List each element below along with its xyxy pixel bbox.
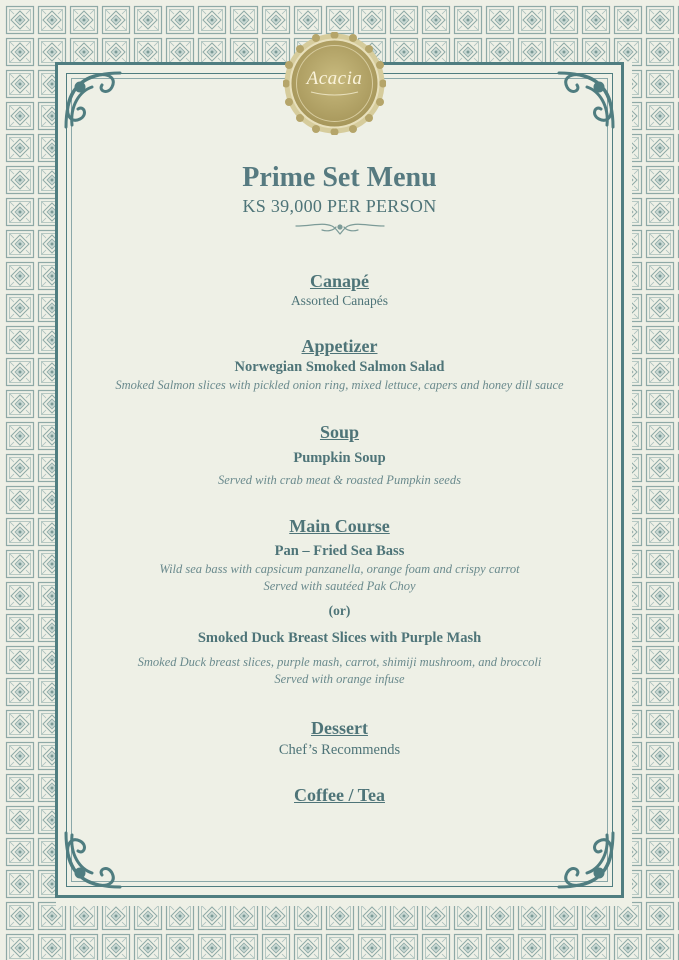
dish-description: Smoked Salmon slices with pickled onion ring, mixed lettuce, capers and honey dill sauce xyxy=(115,378,564,392)
section-text: Chef’s Recommends xyxy=(278,742,401,758)
dish-description: Smoked Duck breast slices, purple mash, carrot, shimiji mushroom, and broccoli xyxy=(137,655,542,669)
page-title: Prime Set Menu xyxy=(242,162,437,193)
dish-name: Norwegian Smoked Salmon Salad xyxy=(234,359,445,375)
section-soup xyxy=(80,421,599,489)
section-canape xyxy=(80,270,599,310)
section-appetizer xyxy=(80,335,599,394)
dish-description: Served with crab meat & roasted Pumpkin seeds xyxy=(218,473,461,487)
section-dessert xyxy=(80,717,599,760)
corner-ornament-icon xyxy=(551,825,621,895)
price-line: KS 39,000 PER PERSON xyxy=(242,196,437,216)
dish-name: Pan – Fried Sea Bass xyxy=(274,543,405,559)
logo-text: Acacia xyxy=(306,68,363,89)
corner-ornament-icon xyxy=(58,65,128,135)
or-separator: (or) xyxy=(328,603,351,618)
section-coffee-tea xyxy=(80,784,599,806)
section-heading: Dessert xyxy=(311,718,368,738)
dish-description: Served with orange infuse xyxy=(274,672,405,686)
section-heading: Coffee / Tea xyxy=(294,785,385,805)
section-heading: Canapé xyxy=(309,271,369,291)
section-heading: Soup xyxy=(319,422,360,442)
section-heading: Appetizer xyxy=(301,336,378,356)
dish-description: Served with sautéed Pak Choy xyxy=(263,579,416,593)
flourish-divider-icon xyxy=(292,218,388,238)
dish-description: Wild sea bass with capsicum panzanella, orange foam and crispy carrot xyxy=(159,562,520,576)
corner-ornament-icon xyxy=(58,825,128,895)
section-heading: Main Course xyxy=(289,516,390,536)
corner-ornament-icon xyxy=(551,65,621,135)
section-main-course xyxy=(80,515,599,688)
section-text: Assorted Canapés xyxy=(290,293,389,308)
dish-name: Smoked Duck Breast Slices with Purple Mash xyxy=(197,630,482,646)
dish-name: Pumpkin Soup xyxy=(293,450,386,466)
